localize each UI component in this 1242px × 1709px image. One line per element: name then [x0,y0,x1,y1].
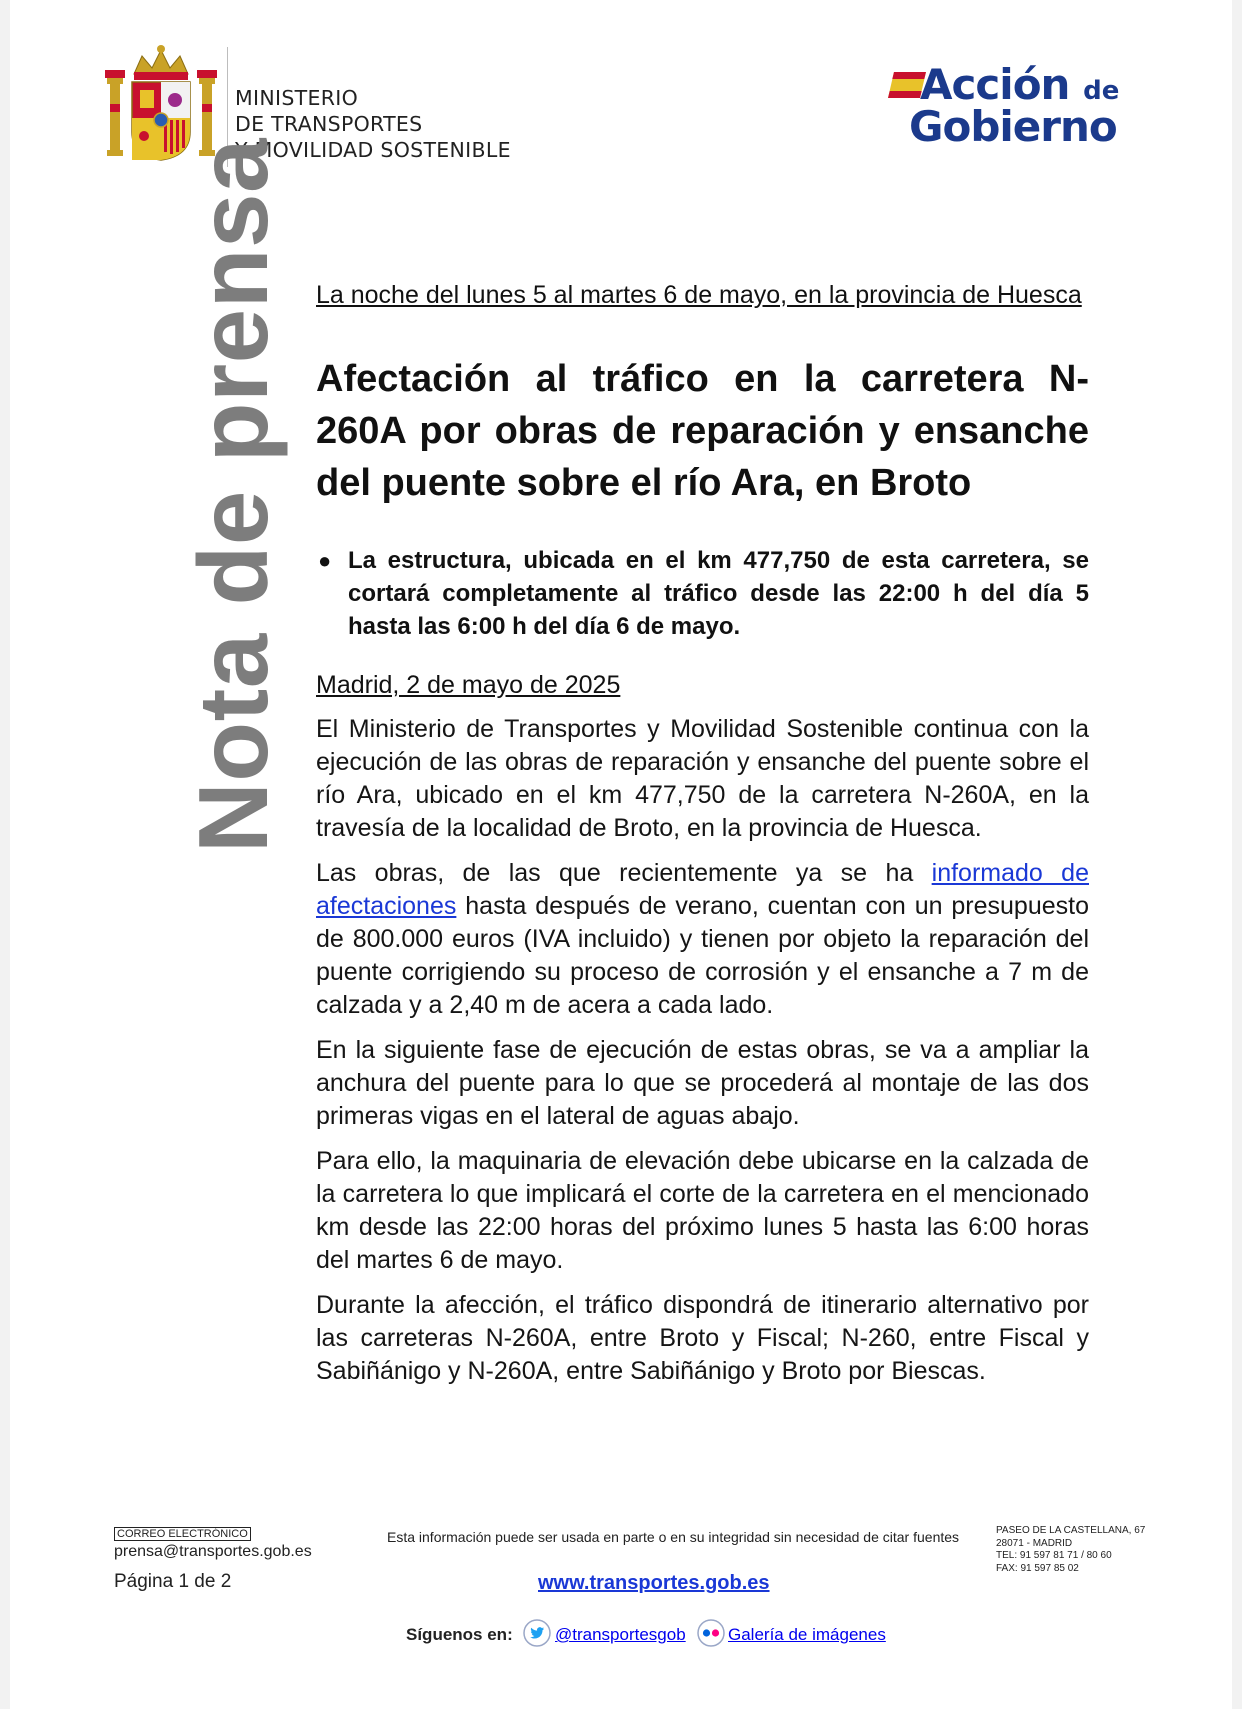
ministry-line: DE TRANSPORTES [235,112,423,136]
paragraph: En la siguiente fase de ejecución de estas obras, se va a ampliar la anchura del puente para lo que se procederá al montaje de las dos primeras vigas en el lateral de aguas abajo. [316,1036,1089,1130]
website-link[interactable]: www.transportes.gob.es [538,1572,770,1594]
flickr-icon[interactable] [697,1619,725,1647]
usage-notice: Esta información puede ser usada en parte o en su integridad sin necesidad de citar fuentes [387,1529,960,1545]
contact-email[interactable]: prensa@transportes.gob.es [114,1543,312,1560]
press-note-label: Nota de prensa [178,138,288,853]
address-line: 28071 - MADRID [996,1537,1073,1549]
paragraph: Para ello, la maquinaria de elevación debe ubicarse en la calzada de la carretera lo que implicará el corte de la carretera en el mencionado km desde las 22:00 horas del próximo lunes 5 hasta las 6:00 horas del martes 6 de mayo. [316,1147,1089,1274]
paragraph: Durante la afección, el tráfico dispondrá de itinerario alternativo por las carreteras N-260A, entre Broto y Fiscal; N-260, entre Fiscal y Sabiñánigo y N-260A, entre Sabiñánigo y Broto por Biescas. [316,1291,1089,1385]
address-line: TEL: 91 597 81 71 / 80 60 [996,1550,1112,1561]
follow-label: Síguenos en: [406,1625,513,1644]
gallery-link[interactable]: Galería de imágenes [728,1625,886,1644]
bullet-icon: ● [318,548,332,573]
twitter-link[interactable]: @transportesgob [555,1625,686,1644]
ministry-line: MINISTERIO [235,86,359,110]
article-body [316,713,1089,1400]
dateline: Madrid, 2 de mayo de 2025 [316,671,621,699]
afectaciones-link[interactable]: informado de afectaciones [316,859,1089,920]
headline: Afectación al tráfico en la carretera N-260A por obras de reparación y ensanche del puente sobre el río Ara, en Broto [316,358,1089,504]
paragraph: Las obras, de las que recientemente ya se ha informado de afectaciones hasta después de verano, cuentan con un presupuesto de 800.000 euros (IVA incluido) y tienen por objeto la reparación del puente corrigiendo su proceso de corrosión y el ensanche a 7 m de calzada y a 2,40 m de acera a cada lado. [316,859,1089,1019]
address-line: FAX: 91 597 85 02 [996,1562,1079,1574]
subtitle: La noche del lunes 5 al martes 6 de mayo, en la provincia de Huesca [316,281,1082,309]
email-label: CORREO ELECTRÓNICO [114,1527,251,1541]
press-release-page [10,0,1232,1709]
accion-de-gobierno-logo [878,58,1128,153]
address-line: PASEO DE LA CASTELLANA, 67 [996,1525,1146,1536]
list-item: ● La estructura, ubicada en el km 477,750 de esta carretera, se cortará completamente al tráfico desde las 22:00 h del día 5 hasta las 6:00 h del día 6 de mayo. [316,544,1089,643]
twitter-icon[interactable] [523,1619,551,1647]
page-number: Página 1 de 2 [114,1571,232,1592]
postal-address [996,1525,1145,1575]
paragraph: El Ministerio de Transportes y Movilidad Sostenible continua con la ejecución de las obras de reparación y ensanche del puente sobre el río Ara, ubicado en el km 477,750 de la carretera N-260A, en la travesía de la localidad de Broto, en la provincia de Huesca. [316,715,1089,842]
ministry-line: Y MOVILIDAD SOSTENIBLE [235,138,511,162]
logo-text-accion: Acción de [920,60,1120,109]
logo-text-gobierno: Gobierno [909,102,1117,151]
key-points-list [316,544,1089,643]
